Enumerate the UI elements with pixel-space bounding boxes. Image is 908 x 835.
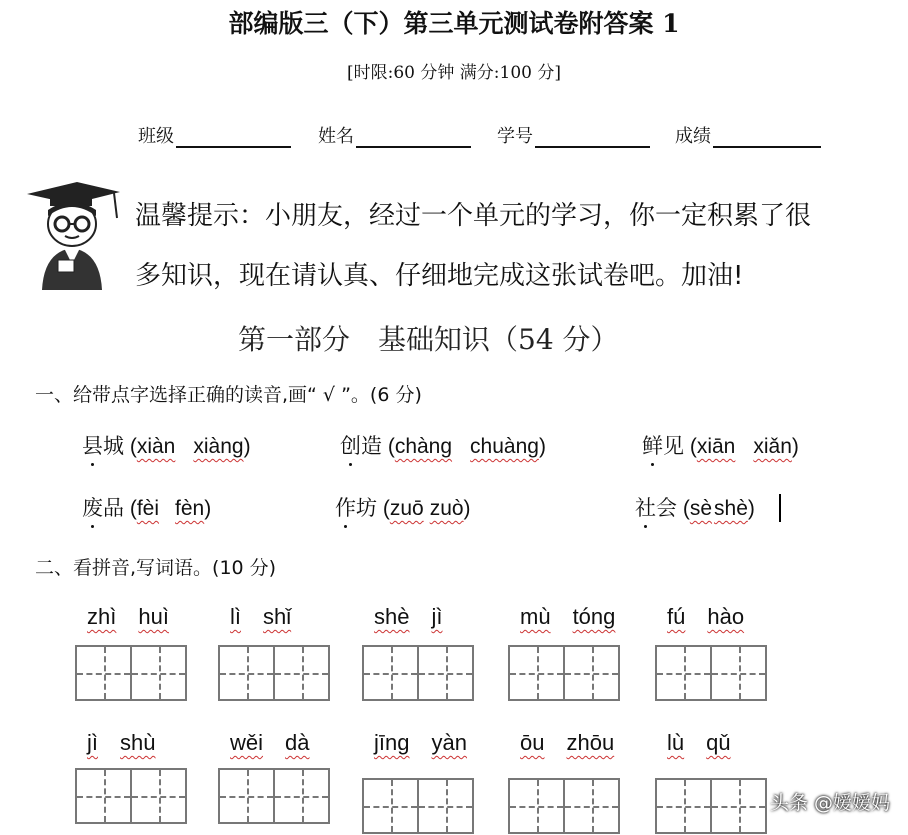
tianzige-answer-box[interactable]	[218, 645, 330, 701]
writing-cell[interactable]	[364, 647, 419, 699]
pronunciation-item: 作坊 (zuō zuò)	[335, 496, 471, 520]
pinyin-label	[374, 604, 442, 630]
writing-cell[interactable]	[657, 647, 712, 699]
writing-cell[interactable]	[77, 647, 132, 699]
option-a[interactable]: xiàn	[136, 435, 176, 458]
writing-cell[interactable]	[77, 770, 132, 822]
tip-line-2: 多知识，现在请认真、仔细地完成这张试卷吧。加油!	[135, 261, 744, 291]
pinyin-label	[667, 730, 731, 756]
pinyin-syllable: wěi	[230, 730, 264, 755]
field-student-id[interactable]	[497, 122, 650, 148]
pinyin-syllable: tóng	[572, 604, 616, 629]
tianzige-answer-box[interactable]	[362, 645, 474, 701]
pinyin-label	[230, 604, 291, 630]
field-name[interactable]	[318, 122, 471, 148]
writing-cell[interactable]	[712, 780, 765, 832]
question-2-prompt: 二、看拼音,写词语。(10 分)	[35, 557, 277, 579]
pinyin-syllable: yàn	[431, 730, 467, 755]
pinyin-syllable: hào	[707, 604, 745, 629]
option-b[interactable]: chuàng	[470, 435, 539, 458]
pinyin-label	[87, 730, 155, 756]
field-label: 学号	[497, 126, 533, 147]
word: 鲜见	[642, 434, 684, 458]
writing-cell[interactable]	[510, 647, 565, 699]
pinyin-syllable: zhì	[87, 604, 117, 629]
writing-cell[interactable]	[132, 647, 185, 699]
tianzige-answer-box[interactable]	[75, 768, 187, 824]
tip-line-1: 温馨提示：小朋友，经过一个单元的学习，你一定积累了很	[135, 201, 812, 231]
pinyin-syllable: shù	[120, 730, 156, 755]
writing-cell[interactable]	[220, 647, 275, 699]
word: 县城	[82, 434, 124, 458]
tianzige-answer-box[interactable]	[362, 778, 474, 834]
field-label: 姓名	[318, 126, 354, 147]
tianzige-answer-box[interactable]	[508, 645, 620, 701]
option-a[interactable]: xiān	[696, 435, 736, 458]
option-a[interactable]: chàng	[394, 435, 453, 458]
pinyin-syllable: dà	[285, 730, 310, 755]
option-b[interactable]: zuò	[429, 497, 464, 520]
writing-cell[interactable]	[220, 770, 275, 822]
option-a[interactable]: fèi	[136, 497, 160, 520]
writing-cell[interactable]	[657, 780, 712, 832]
writing-cell[interactable]	[364, 780, 419, 832]
option-a[interactable]: zuō	[389, 497, 424, 520]
tianzige-answer-box[interactable]	[655, 778, 767, 834]
text-cursor	[779, 494, 781, 522]
pinyin-label	[87, 604, 169, 630]
word: 社会	[635, 496, 677, 520]
pinyin-label	[667, 604, 744, 630]
field-label: 班级	[138, 126, 174, 147]
pinyin-syllable: fú	[667, 604, 686, 629]
writing-cell[interactable]	[419, 780, 472, 832]
option-b[interactable]: xiǎn	[753, 435, 792, 458]
pinyin-syllable: qǔ	[706, 730, 731, 755]
pinyin-syllable: shè	[374, 604, 410, 629]
field-label: 成绩	[675, 126, 711, 147]
writing-cell[interactable]	[275, 770, 328, 822]
pinyin-syllable: shǐ	[263, 604, 292, 629]
pinyin-syllable: zhōu	[566, 730, 615, 755]
writing-cell[interactable]	[132, 770, 185, 822]
page-title: 部编版三（下）第三单元测试卷附答案 1	[228, 9, 680, 38]
pronunciation-item: 社会 (sèshè)	[635, 496, 755, 520]
pinyin-syllable: lù	[667, 730, 685, 755]
pronunciation-item: 创造 (chàng chuàng)	[340, 434, 546, 458]
pinyin-syllable: ōu	[520, 730, 545, 755]
writing-cell[interactable]	[565, 647, 618, 699]
word: 作坊	[335, 496, 377, 520]
writing-cell[interactable]	[419, 647, 472, 699]
pinyin-syllable: jì	[87, 730, 98, 755]
pinyin-syllable: huì	[138, 604, 169, 629]
tianzige-answer-box[interactable]	[218, 768, 330, 824]
word: 废品	[82, 496, 124, 520]
option-b[interactable]: xiàng	[193, 435, 244, 458]
pinyin-label	[230, 730, 310, 756]
pinyin-label	[520, 730, 614, 756]
pinyin-label	[520, 604, 615, 630]
pronunciation-item: 县城 (xiàn xiàng)	[82, 434, 251, 458]
pinyin-syllable: jīng	[374, 730, 410, 755]
field-class[interactable]	[138, 122, 291, 148]
option-b[interactable]: fèn	[175, 497, 205, 520]
field-score[interactable]	[675, 122, 821, 148]
option-a[interactable]: sè	[689, 497, 713, 520]
writing-cell[interactable]	[275, 647, 328, 699]
tianzige-answer-box[interactable]	[508, 778, 620, 834]
watermark: 头条 @嫒嫒妈	[769, 792, 890, 814]
option-b[interactable]: shè	[714, 497, 748, 520]
scholar-cartoon-icon	[22, 180, 122, 292]
pinyin-label	[374, 730, 467, 756]
writing-cell[interactable]	[712, 647, 765, 699]
pinyin-syllable: lì	[230, 604, 241, 629]
time-score-info: [时限:60 分钟 满分:100 分]	[346, 63, 561, 83]
pinyin-syllable: mù	[520, 604, 551, 629]
pinyin-syllable: jì	[431, 604, 443, 629]
question-1-prompt: 一、给带点字选择正确的读音,画“ √ ”。(6 分)	[35, 384, 422, 406]
pronunciation-item: 废品 (fèi fèn)	[82, 496, 212, 520]
writing-cell[interactable]	[565, 780, 618, 832]
word: 创造	[340, 434, 382, 458]
tianzige-answer-box[interactable]	[655, 645, 767, 701]
pronunciation-item: 鲜见 (xiān xiǎn)	[642, 434, 799, 458]
tianzige-answer-box[interactable]	[75, 645, 187, 701]
section-heading: 第一部分 基础知识（54 分）	[238, 323, 619, 356]
writing-cell[interactable]	[510, 780, 565, 832]
